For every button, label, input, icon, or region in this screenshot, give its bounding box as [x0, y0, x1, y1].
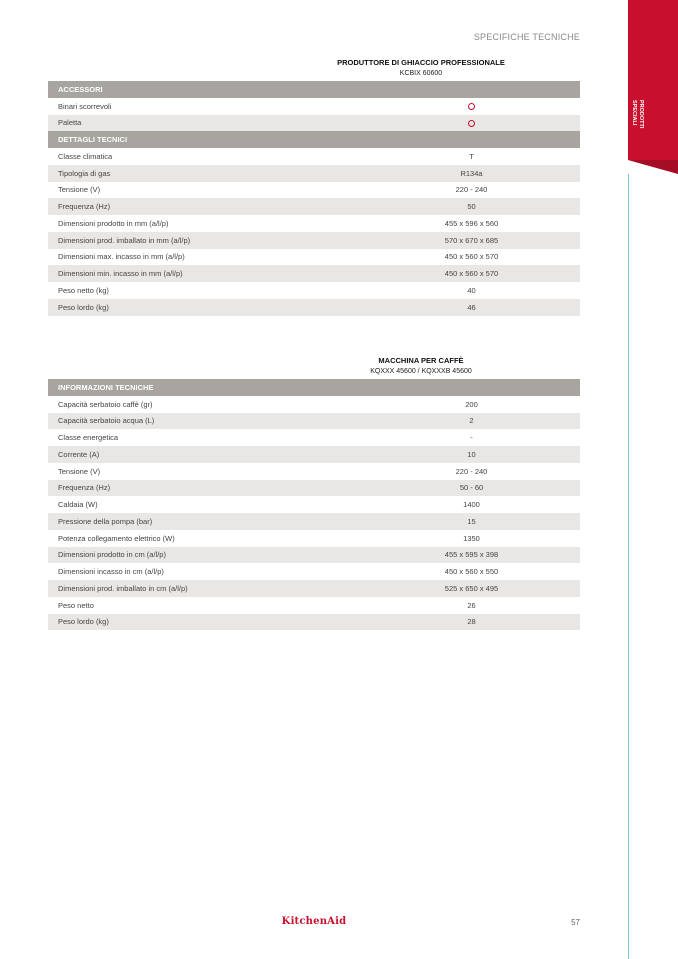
- spec-row: [48, 513, 580, 530]
- spec-row: [48, 249, 580, 266]
- spec-row: [48, 148, 580, 165]
- spec-value: T: [469, 151, 474, 161]
- spec-value: 200: [465, 399, 478, 409]
- spec-label: Peso lordo (kg): [48, 299, 363, 316]
- spec-value: R134a: [363, 165, 580, 182]
- spec-value: [363, 98, 580, 115]
- product1-spec-table: [48, 81, 580, 316]
- spec-value: 220 - 240: [455, 185, 488, 195]
- spec-label: Frequenza (Hz): [48, 198, 363, 215]
- spec-label: Dimensioni max. incasso in mm (a/l/p): [58, 252, 185, 262]
- spec-value: 220 - 240: [455, 466, 488, 476]
- spec-value: 1400: [463, 500, 480, 510]
- spec-row: [48, 215, 580, 232]
- spec-label: Paletta: [48, 115, 363, 132]
- spec-label: Dimensioni prodotto in cm (a/l/p): [48, 547, 363, 564]
- product2-name: MACCHINA PER CAFFÈ: [378, 356, 464, 365]
- spec-value: 46: [363, 299, 580, 316]
- spec-label: Dimensioni incasso in cm (a/l/p): [58, 567, 164, 577]
- spec-value: 15: [363, 513, 580, 530]
- spec-value: 525 x 650 x 495: [363, 580, 580, 597]
- side-tab-label: PRODOTTI SPECIALI: [631, 100, 644, 129]
- spec-label: Tipologia di gas: [48, 165, 363, 182]
- product2-model: KQXXX 45600 / KQXXXB 45600: [370, 368, 472, 375]
- section-header: [48, 131, 580, 148]
- spec-label: Capacità serbatoio caffè (gr): [58, 399, 153, 409]
- red-circle-icon: [468, 120, 475, 127]
- spec-label: Peso netto: [58, 600, 94, 610]
- spec-label: Pressione della pompa (bar): [48, 513, 363, 530]
- spec-value: 450 x 560 x 570: [444, 252, 499, 262]
- spec-label: Peso lordo (kg): [48, 614, 363, 631]
- spec-row: [48, 614, 580, 631]
- spec-row: [48, 198, 580, 215]
- product1-name: PRODUTTORE DI GHIACCIO PROFESSIONALE: [337, 58, 505, 67]
- spec-label: Tensione (V): [58, 466, 101, 476]
- spec-row: [48, 563, 580, 580]
- spec-label: Capacità serbatoio acqua (L): [48, 413, 363, 430]
- product2-header: [262, 356, 580, 377]
- spec-row: [48, 413, 580, 430]
- spec-row: [48, 429, 580, 446]
- product2-spec-table: [48, 379, 580, 630]
- spec-row: [48, 530, 580, 547]
- spec-value: [363, 115, 580, 132]
- spec-value: 28: [363, 614, 580, 631]
- spec-row: [48, 396, 580, 413]
- spec-label: Caldaia (W): [58, 500, 98, 510]
- spec-label: Dimensioni prod. imballato in mm (a/l/p): [48, 232, 363, 249]
- section-header: [48, 379, 580, 396]
- product1-model: KCBIX 60600: [399, 70, 443, 77]
- spec-row: [48, 496, 580, 513]
- spec-label: Dimensioni min. incasso in mm (a/l/p): [48, 265, 363, 282]
- spec-value: 450 x 560 x 570: [363, 265, 580, 282]
- spec-row: [48, 480, 580, 497]
- red-circle-icon: [468, 103, 475, 110]
- side-tab-fold: [628, 160, 678, 174]
- spec-value: 455 x 596 x 560: [444, 218, 499, 228]
- spec-label: Tensione (V): [58, 185, 101, 195]
- spec-row: [48, 115, 580, 132]
- spec-label: Peso netto (kg): [58, 285, 109, 295]
- spec-label: Potenza collegamento elettrico (W): [58, 533, 175, 543]
- spec-label: Frequenza (Hz): [48, 480, 363, 497]
- spec-label: Binari scorrevoli: [58, 101, 112, 111]
- spec-row: [48, 165, 580, 182]
- spec-row: [48, 547, 580, 564]
- spec-label: Classe energetica: [58, 433, 119, 443]
- spec-label: Dimensioni prodotto in mm (a/l/p): [58, 218, 169, 228]
- product1-header: [262, 58, 580, 79]
- section-header: [48, 81, 580, 98]
- side-line: [628, 174, 629, 959]
- spec-value: 570 x 670 x 685: [363, 232, 580, 249]
- spec-row: [48, 265, 580, 282]
- spec-value: 40: [467, 285, 476, 295]
- spec-label: Classe climatica: [58, 151, 113, 161]
- page-number: 57: [571, 918, 580, 927]
- spec-value: -: [470, 433, 473, 443]
- spec-row: [48, 299, 580, 316]
- brand-logo: KitchenAid: [281, 916, 347, 927]
- spec-row: [48, 463, 580, 480]
- section-label: INFORMAZIONI TECNICHE: [48, 379, 580, 396]
- spec-row: [48, 597, 580, 614]
- spec-value: 2: [363, 413, 580, 430]
- spec-row: [48, 446, 580, 463]
- spec-row: [48, 98, 580, 115]
- header-title: SPECIFICHE TECNICHE: [473, 32, 580, 42]
- section-label: ACCESSORI: [48, 81, 580, 98]
- spec-row: [48, 182, 580, 199]
- spec-value: 10: [363, 446, 580, 463]
- section-label: DETTAGLI TECNICI: [48, 131, 580, 148]
- spec-value: 26: [467, 600, 476, 610]
- spec-row: [48, 232, 580, 249]
- spec-value: 450 x 560 x 550: [444, 567, 499, 577]
- spec-row: [48, 282, 580, 299]
- spec-value: 455 x 595 x 398: [363, 547, 580, 564]
- spec-label: Dimensioni prod. imballato in cm (a/l/p): [48, 580, 363, 597]
- spec-value: 50: [363, 198, 580, 215]
- spec-row: [48, 580, 580, 597]
- spec-value: 50 - 60: [363, 480, 580, 497]
- spec-label: Corrente (A): [48, 446, 363, 463]
- spec-value: 1350: [463, 533, 480, 543]
